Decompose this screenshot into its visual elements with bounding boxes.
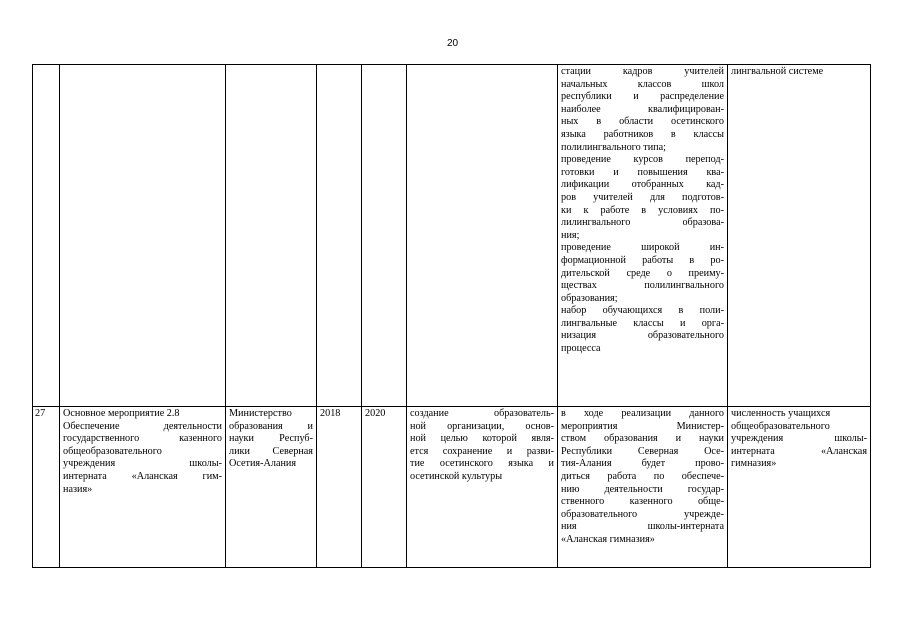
cell-indicator <box>728 407 871 568</box>
text-line: учреждения школы- <box>731 433 867 445</box>
text-line: набор обучающихся в поли- <box>561 305 724 317</box>
cell-description <box>558 407 728 568</box>
text-line: ственного казенного обще- <box>561 496 724 508</box>
cell-executor <box>226 407 317 568</box>
page-number: 20 <box>446 38 459 49</box>
text-line: ния; <box>561 229 580 241</box>
text-line: ется сохранение и разви- <box>410 445 554 457</box>
text-line: Министерство <box>229 408 292 419</box>
text-line: государственного казенного <box>63 433 222 445</box>
end-year: 2020 <box>362 407 407 568</box>
text-line: процесса <box>561 343 601 355</box>
cell-executor <box>226 65 317 407</box>
text-line: осетинской культуры <box>410 470 503 482</box>
table-row-27 <box>33 407 871 568</box>
measures-table <box>32 64 871 568</box>
text-line: нию деятельности государ- <box>561 483 724 495</box>
text-line: проведение курсов перепод- <box>561 154 724 166</box>
text-line: общеобразовательного <box>63 445 162 457</box>
text-line: в ходе реализации данного <box>561 408 724 419</box>
text-line: низация образовательного <box>561 330 724 342</box>
text-line: ной целью которой явля- <box>410 433 554 445</box>
text-line: создание образователь- <box>410 408 554 419</box>
text-line: интерната «Аланская <box>731 445 867 457</box>
text-line: ной организации, основ- <box>410 420 554 432</box>
text-line: дительской среде о преиму- <box>561 267 724 279</box>
cell-measure <box>60 65 226 407</box>
cell-result <box>407 407 558 568</box>
indicator-text: лингвальной системе <box>731 66 824 77</box>
start-year: 2018 <box>317 407 362 568</box>
text-line: науки Респуб- <box>229 433 313 445</box>
text-line: Осетия-Алания <box>229 458 297 470</box>
text-line: «Аланская гимназия» <box>561 533 655 545</box>
text-line: мероприятия Министер- <box>561 420 724 432</box>
text-line: гимназия» <box>731 458 777 470</box>
text-line: ществах полилингвального <box>561 280 724 292</box>
executor-text <box>229 408 313 471</box>
text-line: учреждения школы- <box>63 458 222 470</box>
text-line: диться работа по обеспече- <box>561 470 724 482</box>
text-line: тия-Алания будет прово- <box>561 458 724 470</box>
text-line: лики Северная <box>229 445 313 457</box>
text-line: ством образования и науки <box>561 433 724 445</box>
text-line: тие осетинского языка и <box>410 458 554 470</box>
text-line: стации кадров учителей <box>561 66 724 77</box>
text-line: языка работников в классы <box>561 128 724 140</box>
text-line: лингвальные классы и орга- <box>561 317 724 329</box>
text-line: лилингвального образова- <box>561 217 724 229</box>
text-line: проведение широкой ин- <box>561 242 724 254</box>
indicator-text <box>731 408 867 471</box>
text-line: наиболее квалифицирован- <box>561 103 724 115</box>
text-line: ния школы-интерната <box>561 521 724 533</box>
text-line: формационной работы в ро- <box>561 254 724 266</box>
text-line: численность учащихся <box>731 408 831 419</box>
table-row-continued <box>33 65 871 407</box>
text-line: республики и распределение <box>561 91 724 103</box>
measure-text <box>63 408 222 496</box>
cell-indicator <box>728 65 871 407</box>
description-text <box>561 408 724 547</box>
text-line: ки к работе в условиях по- <box>561 204 724 216</box>
text-line: интерната «Аланская гим- <box>63 470 222 482</box>
text-line: начальных классов школ <box>561 78 724 90</box>
cell-result <box>407 65 558 407</box>
text-line: образовательного учрежде- <box>561 508 724 520</box>
text-line: образования и <box>229 420 313 432</box>
text-line: лификации отобранных кад- <box>561 179 724 191</box>
text-line: назия» <box>63 483 93 495</box>
text-line: Обеспечение деятельности <box>63 420 222 432</box>
text-line: образования; <box>561 292 618 304</box>
description-text <box>561 66 724 356</box>
row-number: 27 <box>33 407 60 568</box>
text-line: общеобразовательного <box>731 420 830 432</box>
text-line: Основное мероприятие 2.8 <box>63 408 180 419</box>
text-line: ных в области осетинского <box>561 116 724 128</box>
text-line: готовки и повышения ква- <box>561 166 724 178</box>
result-text <box>410 408 554 484</box>
text-line: Республики Северная Осе- <box>561 445 724 457</box>
text-line: полилингвального типа; <box>561 141 666 153</box>
cell-end-year <box>362 65 407 407</box>
cell-description <box>558 65 728 407</box>
cell-start-year <box>317 65 362 407</box>
cell-measure <box>60 407 226 568</box>
cell-number <box>33 65 60 407</box>
text-line: ров учителей для подготов- <box>561 191 724 203</box>
